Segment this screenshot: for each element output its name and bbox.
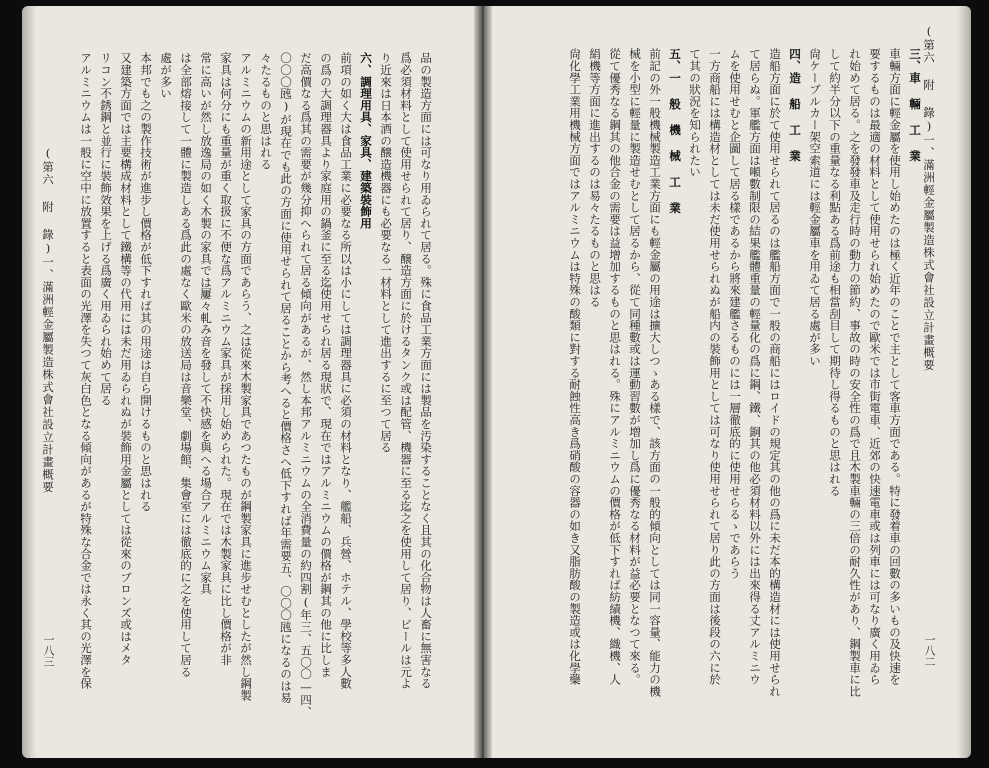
text-line: 前記の外一般機械製造工業方面にも輕金屬の用途は擴大しつゝある樣で、該方面の一般的傾向としては同一容量、能力の機 [648, 48, 662, 697]
section-heading: 三、車 輛 工 業 [908, 48, 922, 162]
text-line: 尙化學工業用機械方面ではアルミニウムは特殊の酸類に對する耐蝕性高き爲硝酸の容器の如き又脂肪酸の製造或は化學藥 [568, 48, 582, 686]
text-line: ムを使用せむと企圖して居る樣であるから將來建艦さるものには一層徹底的に使用せらるゝであらう [728, 48, 742, 579]
text-line: 車輛方面に輕金屬を使用し始めたのは極く近年のことで主として客車方面である。特に發着車の回數の多いもの及快速を [888, 48, 902, 686]
text-line: 本邦でも之の製作技術が進步し價格が低下すれば其の用途は自ら開けるものと思はれる [139, 52, 153, 513]
text-line: 品の製造方面には可なり用ゐられて居る。殊に食品工業方面には製品を汚染することなく且其の化合物は人畜に無害なる [419, 52, 433, 690]
book-gutter [474, 6, 492, 758]
text-line: 尙ケーブルカー架空索道には輕金屬車を用ゐて居る處が多い [808, 48, 822, 367]
section-heading: 四、造 船 工 業 [788, 48, 802, 162]
text-line: り近來は日本酒の醸造機器にも必要なる一材料として進出するに至つて居る [379, 52, 393, 454]
right-page [483, 6, 971, 758]
text-line: アルミニウムは一般に空中に放置すると表面の光澤を失つて灰白色となる傾向があるが特殊な合金では永く其の光澤を保 [79, 52, 93, 690]
right-page-number: 一八二 [923, 634, 936, 667]
section-heading: 六、調理用具、家具、建築裝飾用 [359, 52, 373, 229]
text-line: 〇〇〇瓲)が現在でも此の方面に使用せられて居ることから考へると價格さへ低下すれば年需要五、〇〇〇瓲になるのは易 [279, 52, 293, 704]
text-line: 々たるものと思はれる [259, 52, 273, 170]
text-line: の爲の大調理器具より家庭用の鍋釜に至る迄使用せられ居る現狀で、現在ではアルミニウムの價格が鋼其の他に比しま [319, 52, 333, 678]
text-line: リコン不銹鋼と並行に裝飾效果を上げる爲廣く用ゐられ始めて居る [99, 52, 113, 406]
right-page-edge [957, 6, 971, 758]
text-line: だ高價なる爲其の需要が幾分抑へられて居る傾向があるが、然し本邦アルミニウムの全消費量の約四割(年三、五〇〇—四、 [299, 52, 313, 718]
text-line: 械を小型に輕量に製造せむとして居るから、從て同種數或は運動習數が増加し爲に優秀なる材料が益必要となつて來る。 [628, 48, 642, 686]
text-line: 爲必須材料として使用せられて居り、醸造方面に於けるタンク或は配管、機器に至る迄之を使用して居り、ビールは元よ [399, 52, 413, 690]
text-line: 從て優秀なる鋼其の他合金の需要は益增加するものと思はれる。殊にアルミニウムの價格が低下すれば紡績機、織機、人 [608, 48, 622, 686]
left-page [22, 6, 480, 758]
text-line: して約半分以下の重量なる利點ある爲前途も相當刮目して期待し得るものと思はれる [828, 48, 842, 497]
text-line: 一方商船には構造材としては未だ使用せられぬが船内の裝飾用としては可なり使用せられて居り此の方面は後段の六に於 [708, 48, 722, 686]
left-page-number: 一八三 [42, 634, 55, 667]
left-page-body [76, 52, 436, 722]
text-line: アルミニウムの新用途として家具の方面であらう、之は從來木製家具であつたものが鋼製家具に進步せむとしたが然し鋼製 [239, 52, 253, 701]
text-line: て其の狀況を知られたい [688, 48, 702, 178]
text-line: 處が多い [159, 52, 173, 100]
text-line: 造船方面に於て使用せられて居るのは艦船方面で一般の商船にはロイドの規定其の他の爲に未だ本的構造材には使用せられ [768, 48, 782, 697]
text-line: 家具は何分にも重量が重く取扱に不便な爲アルミニウム家具が採用し始められた。現在では木製家具に比し價格が非 [219, 52, 233, 666]
text-line: 又建築方面では主要構成材料として鐵構等の代用には未だ用ゐられぬが裝飾用金屬としては從來のブロンズ或はメタ [119, 52, 133, 666]
text-line: て居らぬ。軍艦方面は噸數制限の結果艦體重量の輕量化の爲に鋼、鐵、銅其の他必須材料以外には出來得る丈アルミニウ [748, 48, 762, 686]
text-line: 常に高いが然し放逸局の如く木製の家具では屢々軋み音を發して不快感を與へる場合アルミニウム家具 [199, 52, 213, 595]
text-line: 絹機等方面に進出するのは易々たるものと思はる [588, 48, 602, 308]
right-running-head: (第六 附 錄)一、滿洲輕金屬製造株式會社設立計畫概要 [922, 24, 936, 372]
text-line: 前項の如く大は食品工業に必要なる所以は小にしては調理器具に必須の材料となり、艦船、兵營、ホテル、學校等多人數 [339, 52, 353, 690]
left-running-head: (第六 附 錄)一、滿洲輕金屬製造株式會社設立計畫概要 [41, 146, 55, 494]
section-heading: 五、一 般 機 械 工 業 [668, 48, 682, 214]
text-line: れ始めて居る。之を發發車及走行時の動力の節約、事故の時の安全性の爲で且木製車輛の三倍の耐久性があり、鋼製車に比 [848, 48, 862, 697]
text-line: は全部熔接して一體に製造しある爲此の處なく歐米の放送局は音樂堂、劇場館、集會室には徹底的に之を使用して居る [179, 52, 193, 678]
text-line: 要するものは最適の材料として使用せられ始めたので歐米では市街電車、近郊の快速電車或は列車には可なり廣く用ゐら [868, 48, 882, 686]
right-page-body [565, 48, 925, 708]
left-page-edge [22, 6, 36, 758]
